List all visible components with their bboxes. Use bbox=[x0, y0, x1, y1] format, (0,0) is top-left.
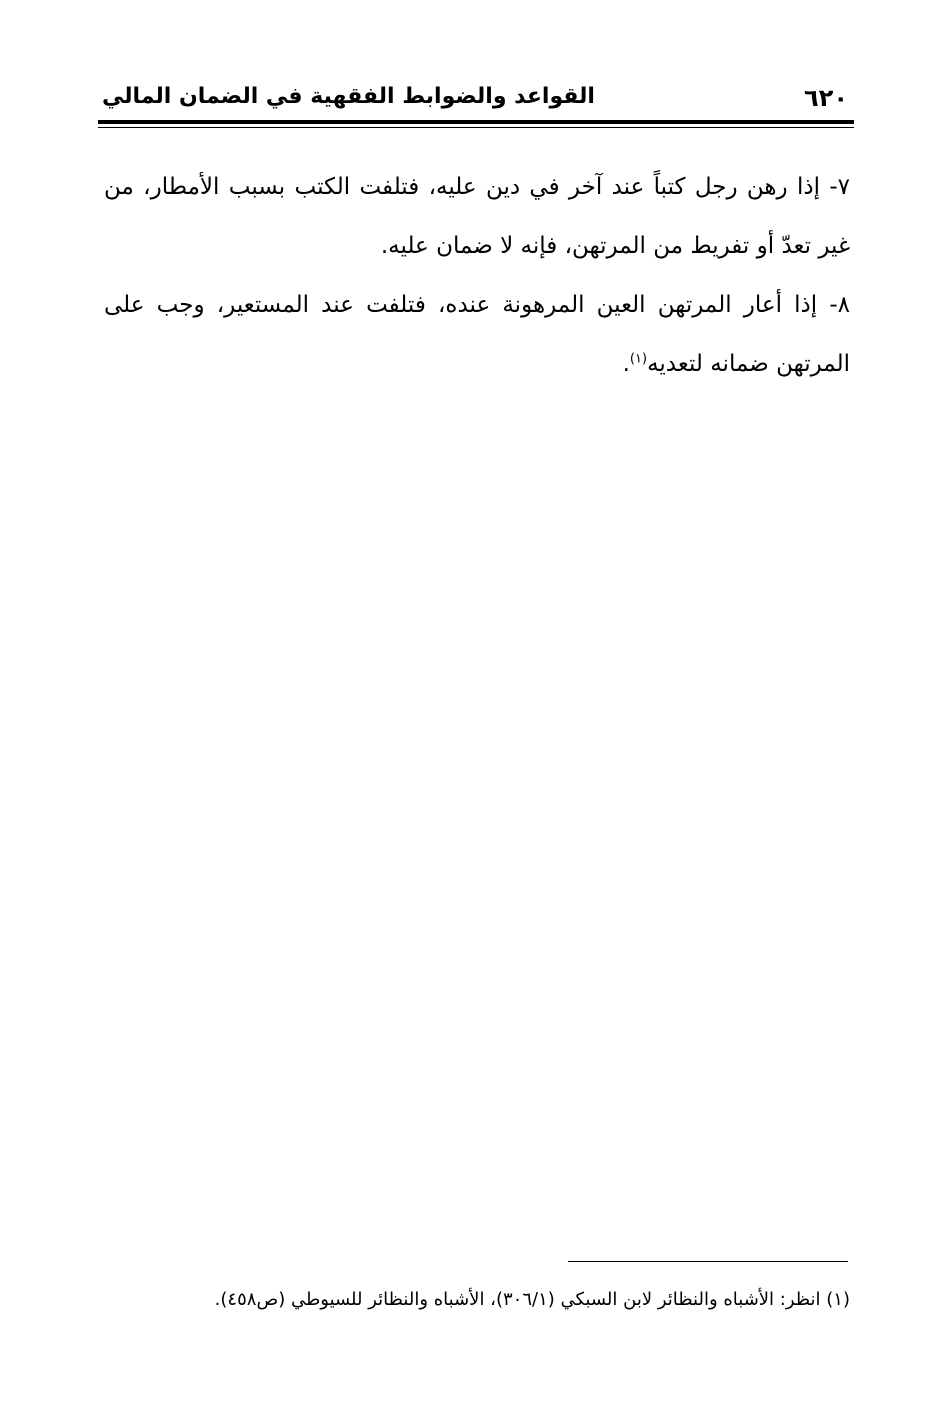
paragraph-tail: . bbox=[622, 351, 630, 377]
footnote-separator bbox=[568, 1261, 848, 1262]
body-text bbox=[104, 158, 850, 394]
header-rule-thin bbox=[98, 127, 854, 128]
footnote bbox=[104, 1286, 850, 1314]
paragraph-text: ٨- إذا أعار المرتهن العين المرهونة عنده، فتلفت عند المستعير، وجب على المرتهن ضمانه لتعديه bbox=[104, 292, 850, 377]
paragraph-item-8 bbox=[104, 276, 850, 394]
paragraph-item-7 bbox=[104, 158, 850, 276]
page-number: ٦٢٠ bbox=[804, 84, 848, 112]
header-rule-thick bbox=[98, 120, 854, 124]
running-header bbox=[98, 78, 854, 120]
footnote-reference[interactable]: (١) bbox=[629, 351, 648, 367]
footnote-text: (١) انظر: الأشباه والنظائر لابن السبكي (٣٠٦/١)، الأشباه والنظائر للسيوطي (ص٤٥٨). bbox=[214, 1289, 850, 1310]
running-title: القواعد والضوابط الفقهية في الضمان المالي bbox=[102, 84, 595, 109]
paragraph-text: ٧- إذا رهن رجل كتباً عند آخر في دين عليه، فتلفت الكتب بسبب الأمطار، من غير تعدّ أو تفريط من المرتهن، فإنه لا ضمان عليه. bbox=[104, 174, 850, 259]
